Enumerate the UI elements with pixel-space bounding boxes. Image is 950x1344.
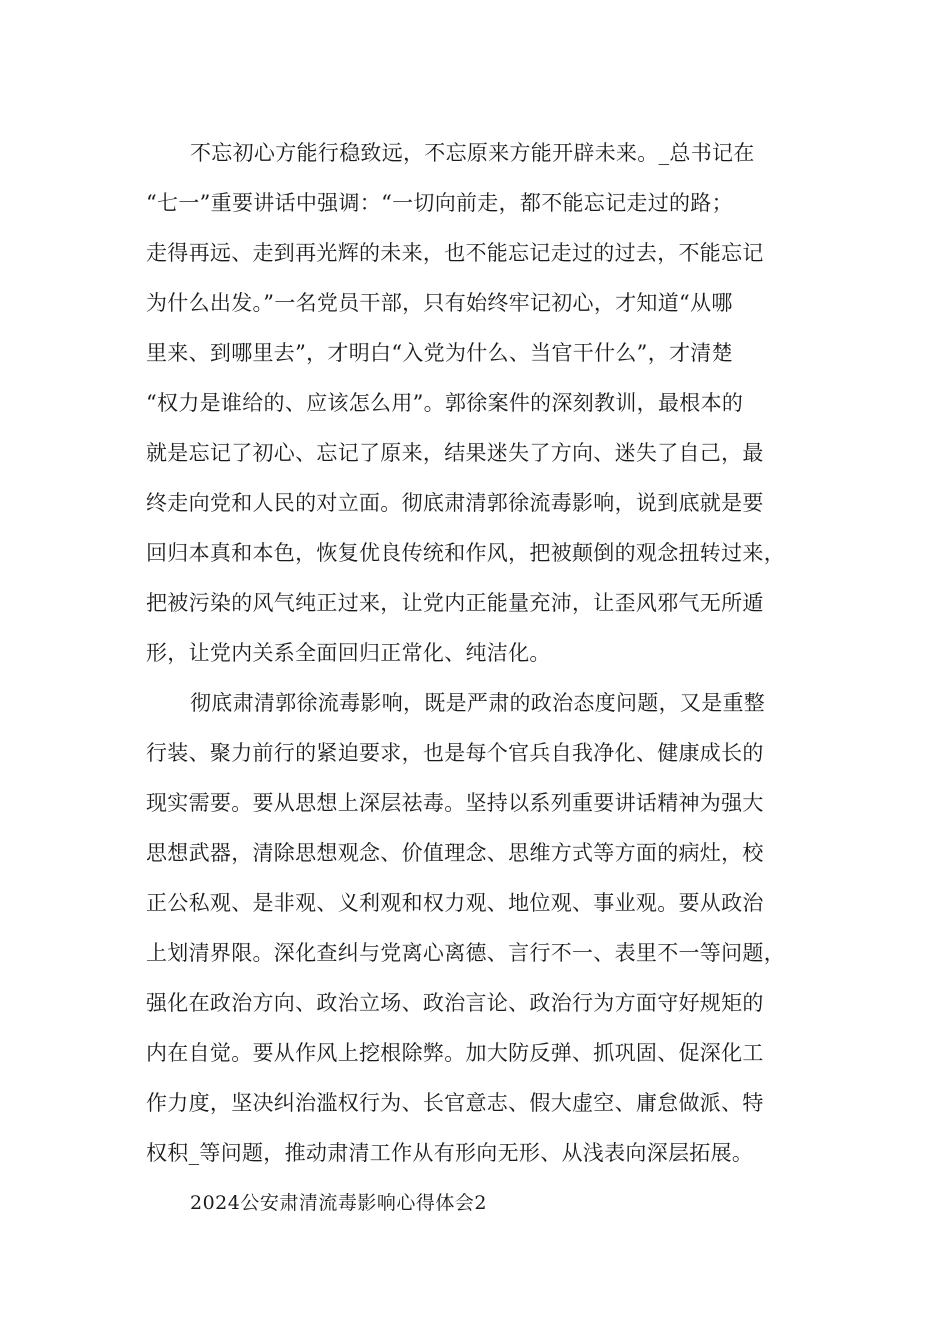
paragraph-1-line-1: 不忘初心方能行稳致远，不忘原来方能开辟未来。_总书记在 (190, 141, 755, 165)
paragraph-2-line-1: 彻底肃清郭徐流毒影响，既是严肃的政治态度问题，又是重整 (190, 691, 766, 715)
paragraph-2-line-9: 作力度，坚决纠治滥权行为、长官意志、假大虚空、庸怠做派、特 (146, 1091, 764, 1115)
paragraph-1-line-9: 回归本真和本色，恢复优良传统和作风，把被颠倒的观念扭转过来， (146, 541, 785, 565)
paragraph-2-line-4: 思想武器，清除思想观念、价值理念、思维方式等方面的病灶，校 (146, 841, 764, 865)
paragraph-1-line-8: 终走向党和人民的对立面。彻底肃清郭徐流毒影响，说到底就是要 (146, 491, 764, 515)
paragraph-2-line-6: 上划清界限。深化查纠与党离心离德、言行不一、表里不一等问题， (146, 941, 785, 965)
paragraph-1-line-3: 走得再远、走到再光辉的未来，也不能忘记走过的过去，不能忘记 (146, 241, 764, 265)
paragraph-1-line-6: “权力是谁给的、应该怎么用”。郭徐案件的深刻教训，最根本的 (146, 391, 744, 415)
paragraph-1-line-5: 里来、到哪里去”，才明白“入党为什么、当官干什么”，才清楚 (146, 341, 733, 365)
paragraph-2-line-2: 行装、聚力前行的紧迫要求，也是每个官兵自我净化、健康成长的 (146, 741, 764, 765)
paragraph-1-line-7: 就是忘记了初心、忘记了原来，结果迷失了方向、迷失了自己，最 (146, 441, 764, 465)
paragraph-2-line-3: 现实需要。要从思想上深层祛毒。坚持以系列重要讲话精神为强大 (146, 791, 764, 815)
paragraph-1-line-2: “七一”重要讲话中强调：“一切向前走，都不能忘记走过的路； (146, 191, 733, 215)
paragraph-1-line-11: 形，让党内关系全面回归正常化、纯洁化。 (146, 641, 551, 665)
paragraph-1-line-10: 把被污染的风气纯正过来，让党内正能量充沛，让歪风邪气无所遁 (146, 591, 764, 615)
paragraph-1-line-4: 为什么出发。”一名党员干部，只有始终牢记初心，才知道“从哪 (146, 291, 733, 315)
paragraph-2-line-10: 权积_等问题，推动肃清工作从有形向无形、从浅表向深层拓展。 (146, 1141, 754, 1165)
paragraph-2-line-8: 内在自觉。要从作风上挖根除弊。加大防反弹、抓巩固、促深化工 (146, 1041, 764, 1065)
paragraph-2-line-5: 正公私观、是非观、义利观和权力观、地位观、事业观。要从政治 (146, 891, 764, 915)
section-heading: 2024公安肃清流毒影响心得体会2 (190, 1192, 487, 1214)
paragraph-2-line-7: 强化在政治方向、政治立场、政治言论、政治行为方面守好规矩的 (146, 991, 764, 1015)
